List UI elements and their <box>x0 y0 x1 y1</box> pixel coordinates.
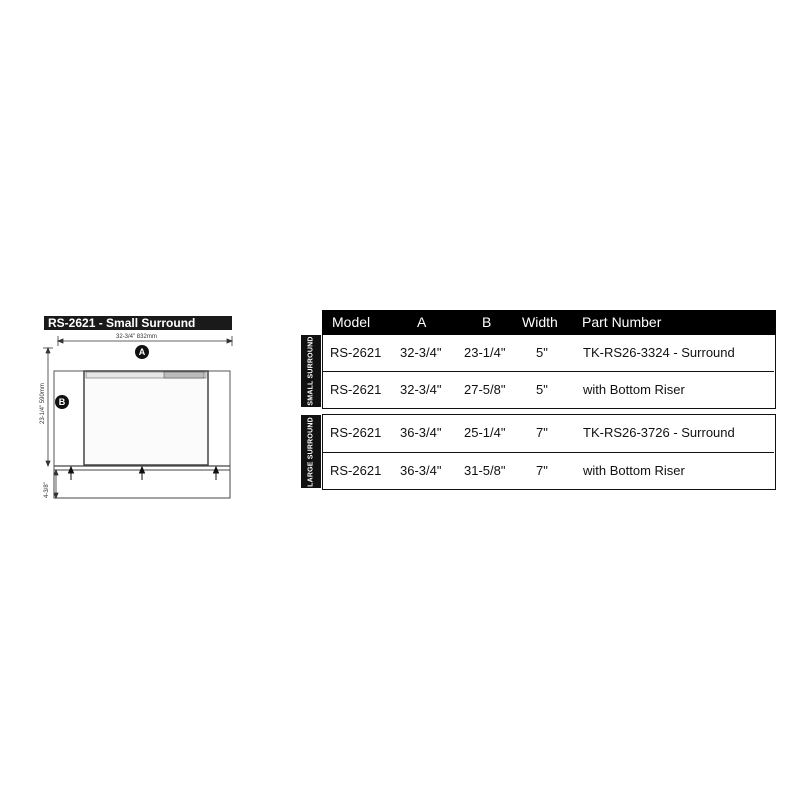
callout-a: A <box>135 345 149 359</box>
table-row <box>323 415 774 451</box>
table-row <box>323 452 774 489</box>
header-width: Width <box>522 314 558 330</box>
cell-part-number: TK-RS26-3726 - Surround <box>583 425 735 440</box>
header-model: Model <box>332 314 371 330</box>
group-label-small-text: SMALL SURROUND <box>307 336 315 406</box>
dimension-a-label: 32-3/4" 832mm <box>116 334 157 340</box>
header-part-number: Part Number <box>582 314 662 330</box>
cell-b: 27-5/8" <box>464 382 506 397</box>
callout-b: B <box>55 395 69 409</box>
table-row <box>323 335 774 371</box>
cell-part-number: TK-RS26-3324 - Surround <box>583 345 735 360</box>
group-label-large-text: LARGE SURROUND <box>307 416 315 487</box>
cell-a: 36-3/4" <box>400 463 442 478</box>
cell-model: RS-2621 <box>330 345 382 360</box>
cell-part-number: with Bottom Riser <box>583 463 685 478</box>
header-b: B <box>482 314 492 330</box>
cell-b: 31-5/8" <box>464 463 506 478</box>
cell-width: 5" <box>536 345 548 360</box>
group-small-surround <box>307 335 776 409</box>
group-large-surround <box>307 414 776 490</box>
cell-a: 32-3/4" <box>400 345 442 360</box>
dimension-b-label: 23-1/4" 590mm <box>40 383 46 424</box>
table-header <box>322 310 776 335</box>
group-label-large <box>301 415 321 488</box>
fireplace-body <box>84 371 208 465</box>
cell-b: 23-1/4" <box>464 345 506 360</box>
cell-model: RS-2621 <box>330 425 382 440</box>
cell-model: RS-2621 <box>330 463 382 478</box>
cell-b: 25-1/4" <box>464 425 506 440</box>
diagram-title: RS-2621 - Small Surround <box>44 316 232 330</box>
group-label-small <box>301 335 321 407</box>
riser-dimension-label: 4-3/8" <box>44 482 50 498</box>
header-a: A <box>417 314 427 330</box>
cell-a: 32-3/4" <box>400 382 442 397</box>
cell-part-number: with Bottom Riser <box>583 382 685 397</box>
control-panel <box>164 372 204 378</box>
cell-model: RS-2621 <box>330 382 382 397</box>
cell-a: 36-3/4" <box>400 425 442 440</box>
cell-width: 5" <box>536 382 548 397</box>
cell-width: 7" <box>536 463 548 478</box>
table-row <box>323 371 774 408</box>
cell-width: 7" <box>536 425 548 440</box>
